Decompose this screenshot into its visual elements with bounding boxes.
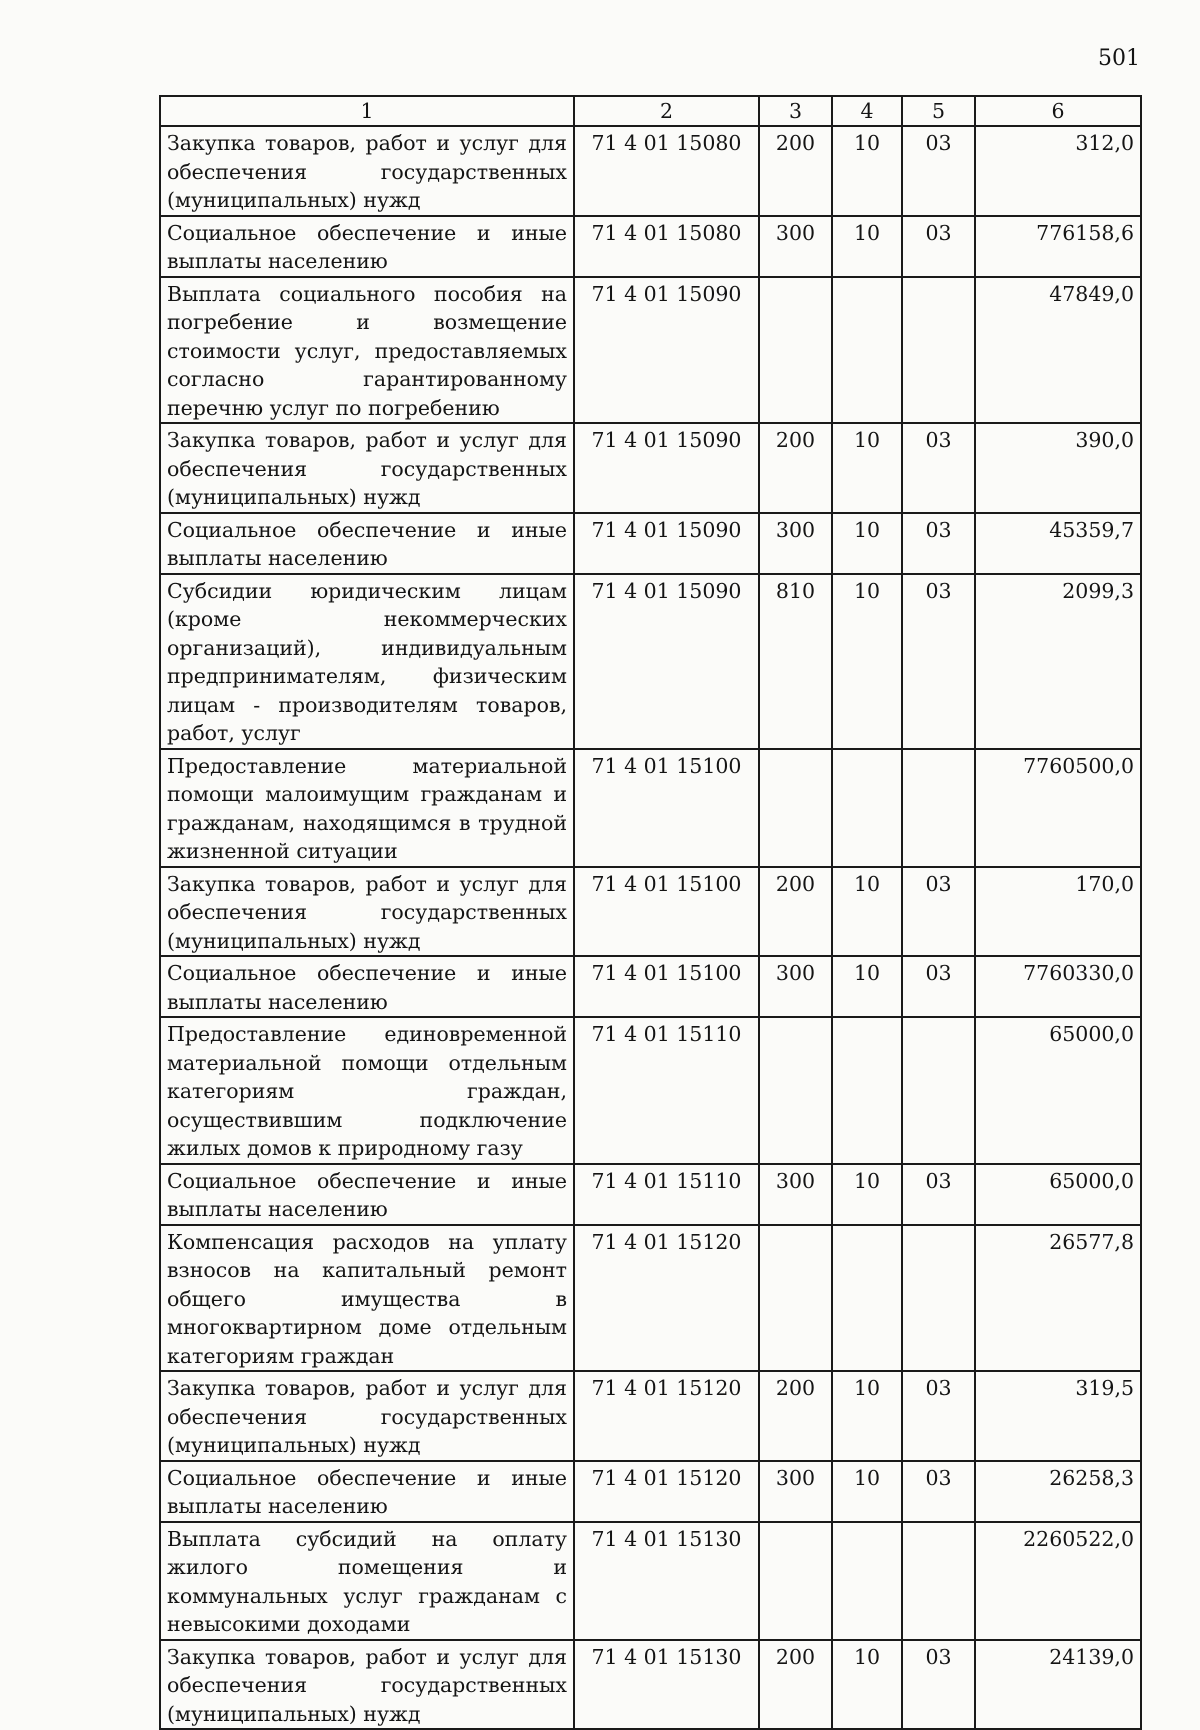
expense-type: 300 [759, 1164, 832, 1225]
table-row [160, 1017, 1141, 1164]
page-number: 501 [1098, 46, 1140, 71]
item-code: 71 4 01 15080 [574, 126, 759, 216]
expense-type [759, 1225, 832, 1372]
column-header: 1 [160, 96, 574, 126]
column-header: 5 [902, 96, 975, 126]
expense-type: 200 [759, 867, 832, 957]
section: 10 [832, 1640, 902, 1730]
subsection [902, 1225, 975, 1372]
section [832, 277, 902, 424]
subsection [902, 1522, 975, 1640]
expense-type: 300 [759, 216, 832, 277]
subsection: 03 [902, 513, 975, 574]
item-name: Предоставление единовременной материальной помощи отдельным категориям граждан, осуществившим подключение жилых домов к природному газу [160, 1017, 574, 1164]
section: 10 [832, 423, 902, 513]
table-row [160, 1461, 1141, 1522]
item-name: Закупка товаров, работ и услуг для обеспечения государственных (муниципальных) нужд [160, 867, 574, 957]
amount: 47849,0 [975, 277, 1141, 424]
item-name: Закупка товаров, работ и услуг для обеспечения государственных (муниципальных) нужд [160, 1640, 574, 1730]
table-row [160, 1522, 1141, 1640]
amount: 312,0 [975, 126, 1141, 216]
item-code: 71 4 01 15090 [574, 423, 759, 513]
table-row [160, 423, 1141, 513]
expense-type: 300 [759, 956, 832, 1017]
item-code: 71 4 01 15110 [574, 1164, 759, 1225]
table-row [160, 956, 1141, 1017]
subsection [902, 749, 975, 867]
subsection [902, 277, 975, 424]
section: 10 [832, 1164, 902, 1225]
expense-type [759, 749, 832, 867]
amount: 319,5 [975, 1371, 1141, 1461]
item-code: 71 4 01 15090 [574, 277, 759, 424]
table-row [160, 513, 1141, 574]
item-code: 71 4 01 15120 [574, 1225, 759, 1372]
header-row [160, 96, 1141, 126]
item-name: Выплата социального пособия на погребение и возмещение стоимости услуг, предоставляемых согласно гарантированному перечню услуг по погребению [160, 277, 574, 424]
table-row [160, 126, 1141, 216]
item-name: Социальное обеспечение и иные выплаты населению [160, 956, 574, 1017]
section [832, 1522, 902, 1640]
subsection: 03 [902, 867, 975, 957]
subsection: 03 [902, 1164, 975, 1225]
expense-type [759, 277, 832, 424]
amount: 24139,0 [975, 1640, 1141, 1730]
item-name: Социальное обеспечение и иные выплаты населению [160, 1164, 574, 1225]
amount: 7760500,0 [975, 749, 1141, 867]
item-name: Субсидии юридическим лицам (кроме некоммерческих организаций), индивидуальным предпринимателям, физическим лицам - производителям товаров, работ, услуг [160, 574, 574, 749]
section: 10 [832, 216, 902, 277]
item-name: Предоставление материальной помощи малоимущим гражданам и гражданам, находящимся в трудной жизненной ситуации [160, 749, 574, 867]
item-code: 71 4 01 15120 [574, 1461, 759, 1522]
table-row [160, 1225, 1141, 1372]
item-name: Компенсация расходов на уплату взносов на капитальный ремонт общего имущества в многоквартирном доме отдельным категориям граждан [160, 1225, 574, 1372]
item-code: 71 4 01 15120 [574, 1371, 759, 1461]
item-name: Социальное обеспечение и иные выплаты населению [160, 216, 574, 277]
section: 10 [832, 574, 902, 749]
section: 10 [832, 126, 902, 216]
item-code: 71 4 01 15130 [574, 1522, 759, 1640]
expense-type: 300 [759, 513, 832, 574]
expense-type: 200 [759, 423, 832, 513]
expense-type: 300 [759, 1461, 832, 1522]
subsection: 03 [902, 956, 975, 1017]
item-code: 71 4 01 15080 [574, 216, 759, 277]
subsection: 03 [902, 126, 975, 216]
subsection: 03 [902, 1640, 975, 1730]
column-header: 6 [975, 96, 1141, 126]
amount: 7760330,0 [975, 956, 1141, 1017]
table-row [160, 574, 1141, 749]
table-row [160, 749, 1141, 867]
item-code: 71 4 01 15090 [574, 574, 759, 749]
subsection: 03 [902, 216, 975, 277]
section [832, 1225, 902, 1372]
subsection: 03 [902, 423, 975, 513]
amount: 26577,8 [975, 1225, 1141, 1372]
table-row [160, 1640, 1141, 1730]
amount: 65000,0 [975, 1164, 1141, 1225]
section: 10 [832, 1371, 902, 1461]
expense-type: 810 [759, 574, 832, 749]
section: 10 [832, 956, 902, 1017]
expense-type: 200 [759, 1371, 832, 1461]
item-name: Закупка товаров, работ и услуг для обеспечения государственных (муниципальных) нужд [160, 1371, 574, 1461]
item-name: Выплата субсидий на оплату жилого помещения и коммунальных услуг гражданам с невысокими доходами [160, 1522, 574, 1640]
amount: 2099,3 [975, 574, 1141, 749]
amount: 170,0 [975, 867, 1141, 957]
expense-type [759, 1017, 832, 1164]
subsection [902, 1017, 975, 1164]
amount: 45359,7 [975, 513, 1141, 574]
expense-type: 200 [759, 126, 832, 216]
amount: 776158,6 [975, 216, 1141, 277]
amount: 65000,0 [975, 1017, 1141, 1164]
subsection: 03 [902, 1461, 975, 1522]
amount: 26258,3 [975, 1461, 1141, 1522]
column-header: 2 [574, 96, 759, 126]
section: 10 [832, 513, 902, 574]
item-code: 71 4 01 15100 [574, 956, 759, 1017]
subsection: 03 [902, 1371, 975, 1461]
table-row [160, 867, 1141, 957]
item-name: Социальное обеспечение и иные выплаты населению [160, 1461, 574, 1522]
table-row [160, 277, 1141, 424]
expense-type: 200 [759, 1640, 832, 1730]
item-code: 71 4 01 15090 [574, 513, 759, 574]
section [832, 1017, 902, 1164]
subsection: 03 [902, 574, 975, 749]
amount: 390,0 [975, 423, 1141, 513]
section [832, 749, 902, 867]
table-row [160, 1164, 1141, 1225]
item-code: 71 4 01 15110 [574, 1017, 759, 1164]
section: 10 [832, 867, 902, 957]
table-row [160, 216, 1141, 277]
budget-table [159, 95, 1142, 1730]
expense-type [759, 1522, 832, 1640]
table-row [160, 1371, 1141, 1461]
item-name: Закупка товаров, работ и услуг для обеспечения государственных (муниципальных) нужд [160, 423, 574, 513]
section: 10 [832, 1461, 902, 1522]
column-header: 3 [759, 96, 832, 126]
item-code: 71 4 01 15100 [574, 867, 759, 957]
column-header: 4 [832, 96, 902, 126]
item-name: Социальное обеспечение и иные выплаты населению [160, 513, 574, 574]
item-code: 71 4 01 15100 [574, 749, 759, 867]
amount: 2260522,0 [975, 1522, 1141, 1640]
item-code: 71 4 01 15130 [574, 1640, 759, 1730]
item-name: Закупка товаров, работ и услуг для обеспечения государственных (муниципальных) нужд [160, 126, 574, 216]
